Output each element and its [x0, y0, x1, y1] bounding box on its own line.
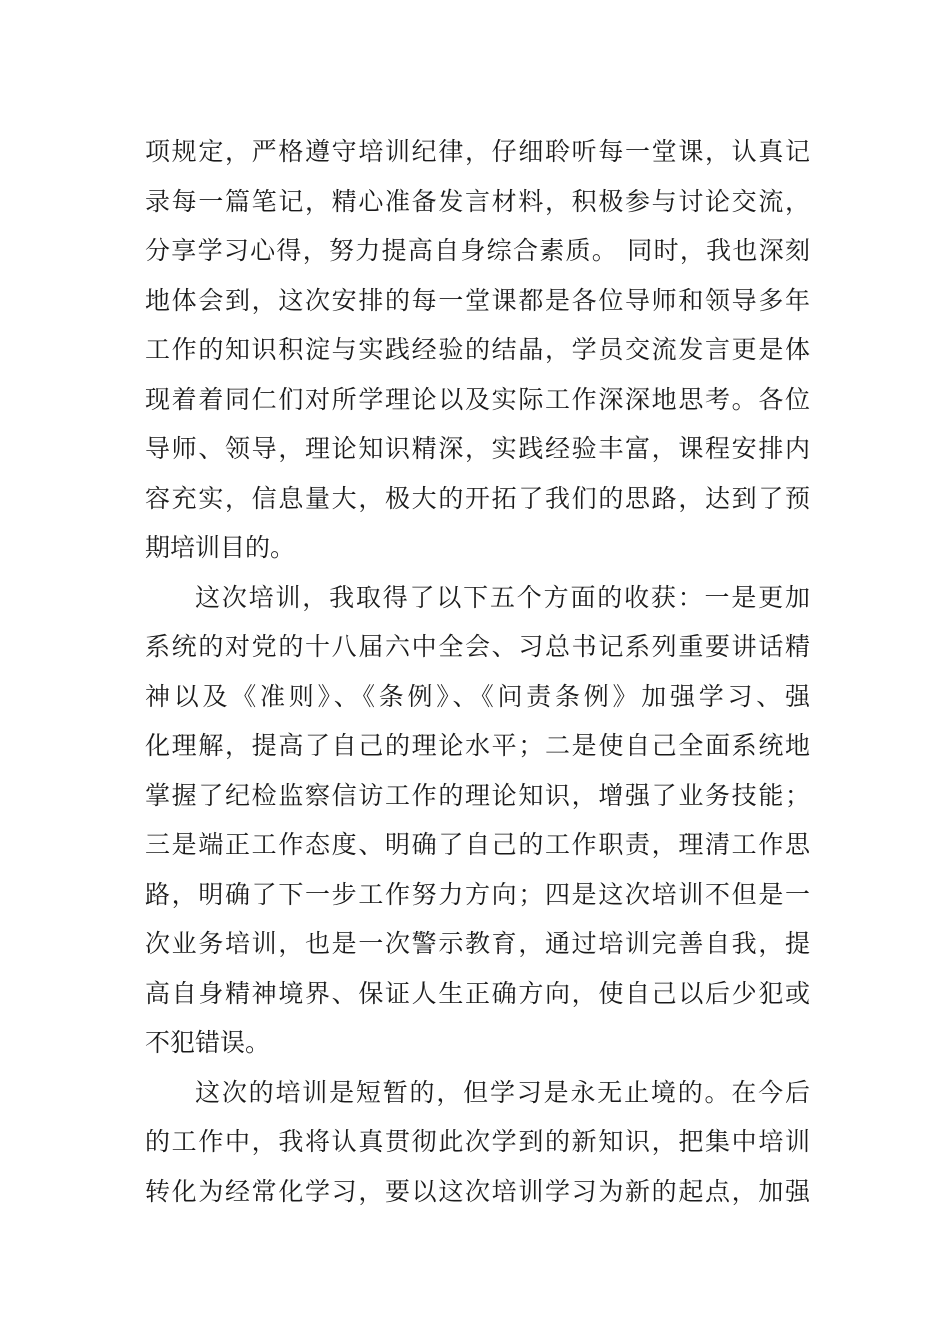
text-line: 神以及《准则》、《条例》、《问责条例》加强学习、强: [145, 681, 810, 711]
text-line: 容充实，信息量大，极大的开拓了我们的思路，达到了预: [145, 483, 810, 513]
text-line: 录每一篇笔记，精心准备发言材料，积极参与讨论交流，: [145, 186, 810, 216]
paragraph-first-line: 这次的培训是短暂的，但学习是永无止境的。在今后: [195, 1077, 810, 1107]
text-line: 工作的知识积淀与实践经验的结晶，学员交流发言更是体: [145, 335, 810, 364]
text-line: 现着着同仁们对所学理论以及实际工作深深地思考。各位: [145, 384, 810, 414]
text-line: 分享学习心得，努力提高自身综合素质。 同时，我也深刻: [145, 236, 810, 265]
text-line: 期培训目的。: [145, 533, 296, 562]
document-body: [145, 127, 810, 1216]
text-line: 系统的对党的十八届六中全会、习总书记系列重要讲话精: [145, 632, 810, 661]
paragraph-first-line: 这次培训，我取得了以下五个方面的收获：一是更加: [195, 582, 810, 612]
text-line: 次业务培训，也是一次警示教育，通过培训完善自我，提: [145, 929, 810, 958]
text-line: 的工作中，我将认真贯彻此次学到的新知识，把集中培训: [145, 1127, 810, 1156]
text-line: 路，明确了下一步工作努力方向；四是这次培训不但是一: [145, 879, 810, 909]
text-line: 项规定，严格遵守培训纪律，仔细聆听每一堂课，认真记: [145, 137, 810, 166]
text-line: 化理解，提高了自己的理论水平；二是使自己全面系统地: [145, 731, 810, 760]
text-line: 高自身精神境界、保证人生正确方向，使自己以后少犯或: [145, 978, 810, 1008]
text-line: 三是端正工作态度、明确了自己的工作职责，理清工作思: [145, 830, 810, 859]
text-line: 地体会到，这次安排的每一堂课都是各位导师和领导多年: [145, 285, 810, 315]
text-line: 不犯错误。: [145, 1028, 271, 1057]
text-line: 导师、领导，理论知识精深，实践经验丰富，课程安排内: [145, 434, 810, 463]
text-line: 转化为经常化学习，要以这次培训学习为新的起点，加强: [145, 1176, 810, 1206]
text-line: 掌握了纪检监察信访工作的理论知识，增强了业务技能；: [145, 780, 810, 810]
